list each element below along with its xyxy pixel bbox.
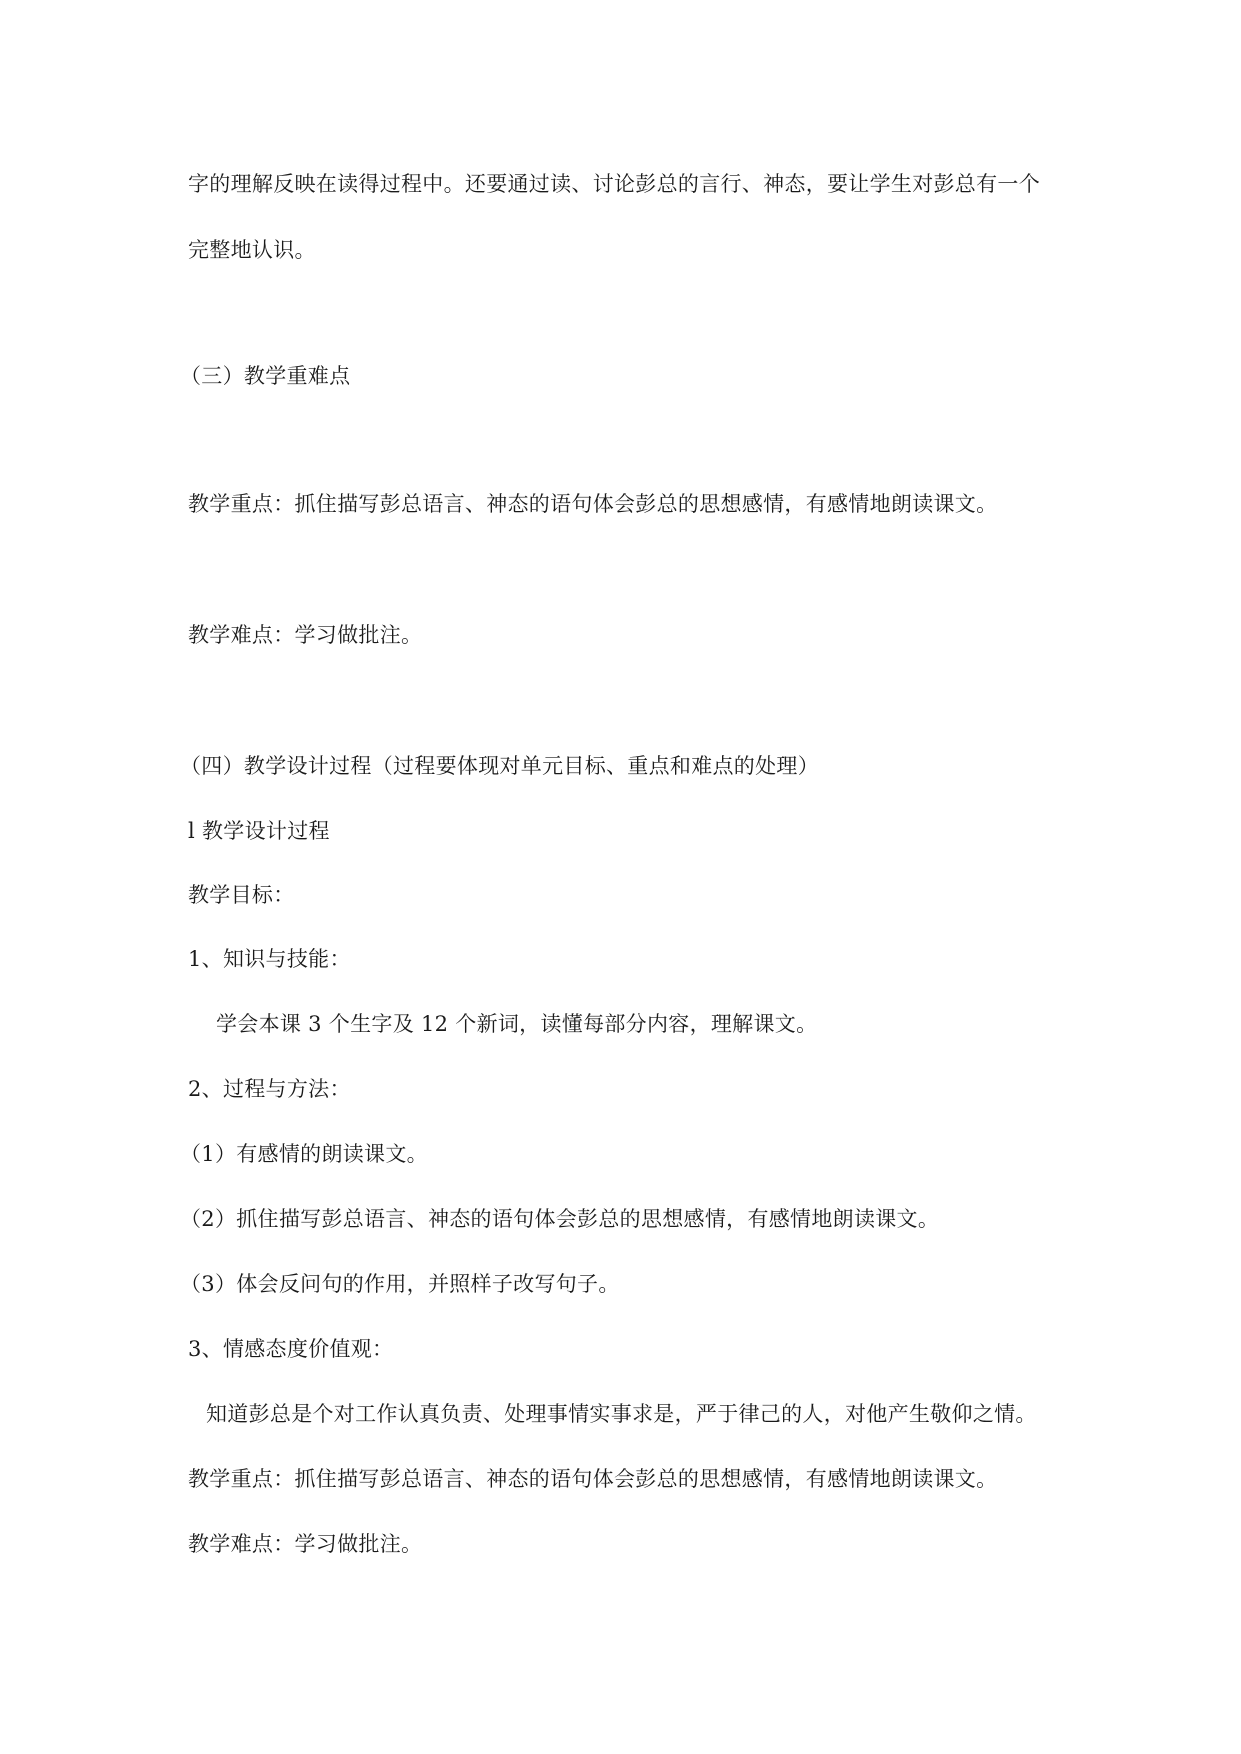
paragraph-line-2: 完整地认识。	[188, 238, 316, 262]
section3-difficulty: 教学难点：学习做批注。	[188, 623, 423, 647]
paragraph-line-1: 字的理解反映在读得过程中。还要通过读、讨论彭总的言行、神态，要让学生对彭总有一个	[188, 172, 1040, 196]
objective-3-text: 知道彭总是个对工作认真负责、处理事情实事求是，严于律己的人，对他产生敬仰之情。	[206, 1402, 1037, 1426]
objective-2-item: （1）有感情的朗读课文。	[180, 1142, 428, 1166]
section4-key-point: 教学重点：抓住描写彭总语言、神态的语句体会彭总的思想感情，有感情地朗读课文。	[188, 1467, 998, 1491]
section3-heading: （三）教学重难点	[180, 364, 351, 388]
section4-heading: （四）教学设计过程（过程要体现对单元目标、重点和难点的处理）	[180, 754, 819, 778]
objective-2-item: （2）抓住描写彭总语言、神态的语句体会彭总的思想感情，有感情地朗读课文。	[180, 1207, 940, 1231]
objective-2-item: （3）体会反问句的作用，并照样子改写句子。	[180, 1272, 620, 1296]
objective-1-text: 学会本课 3 个生字及 12 个新词，读懂每部分内容，理解课文。	[216, 1012, 818, 1036]
objective-3-title: 3、情感态度价值观：	[188, 1337, 394, 1361]
objective-1-title: 1、知识与技能：	[188, 947, 351, 971]
section4-difficulty: 教学难点：学习做批注。	[188, 1532, 423, 1556]
objective-2-title: 2、过程与方法：	[188, 1077, 351, 1101]
section3-key-point: 教学重点：抓住描写彭总语言、神态的语句体会彭总的思想感情，有感情地朗读课文。	[188, 492, 998, 516]
section4-subheading: l 教学设计过程	[188, 819, 330, 843]
objectives-label: 教学目标：	[188, 883, 295, 907]
